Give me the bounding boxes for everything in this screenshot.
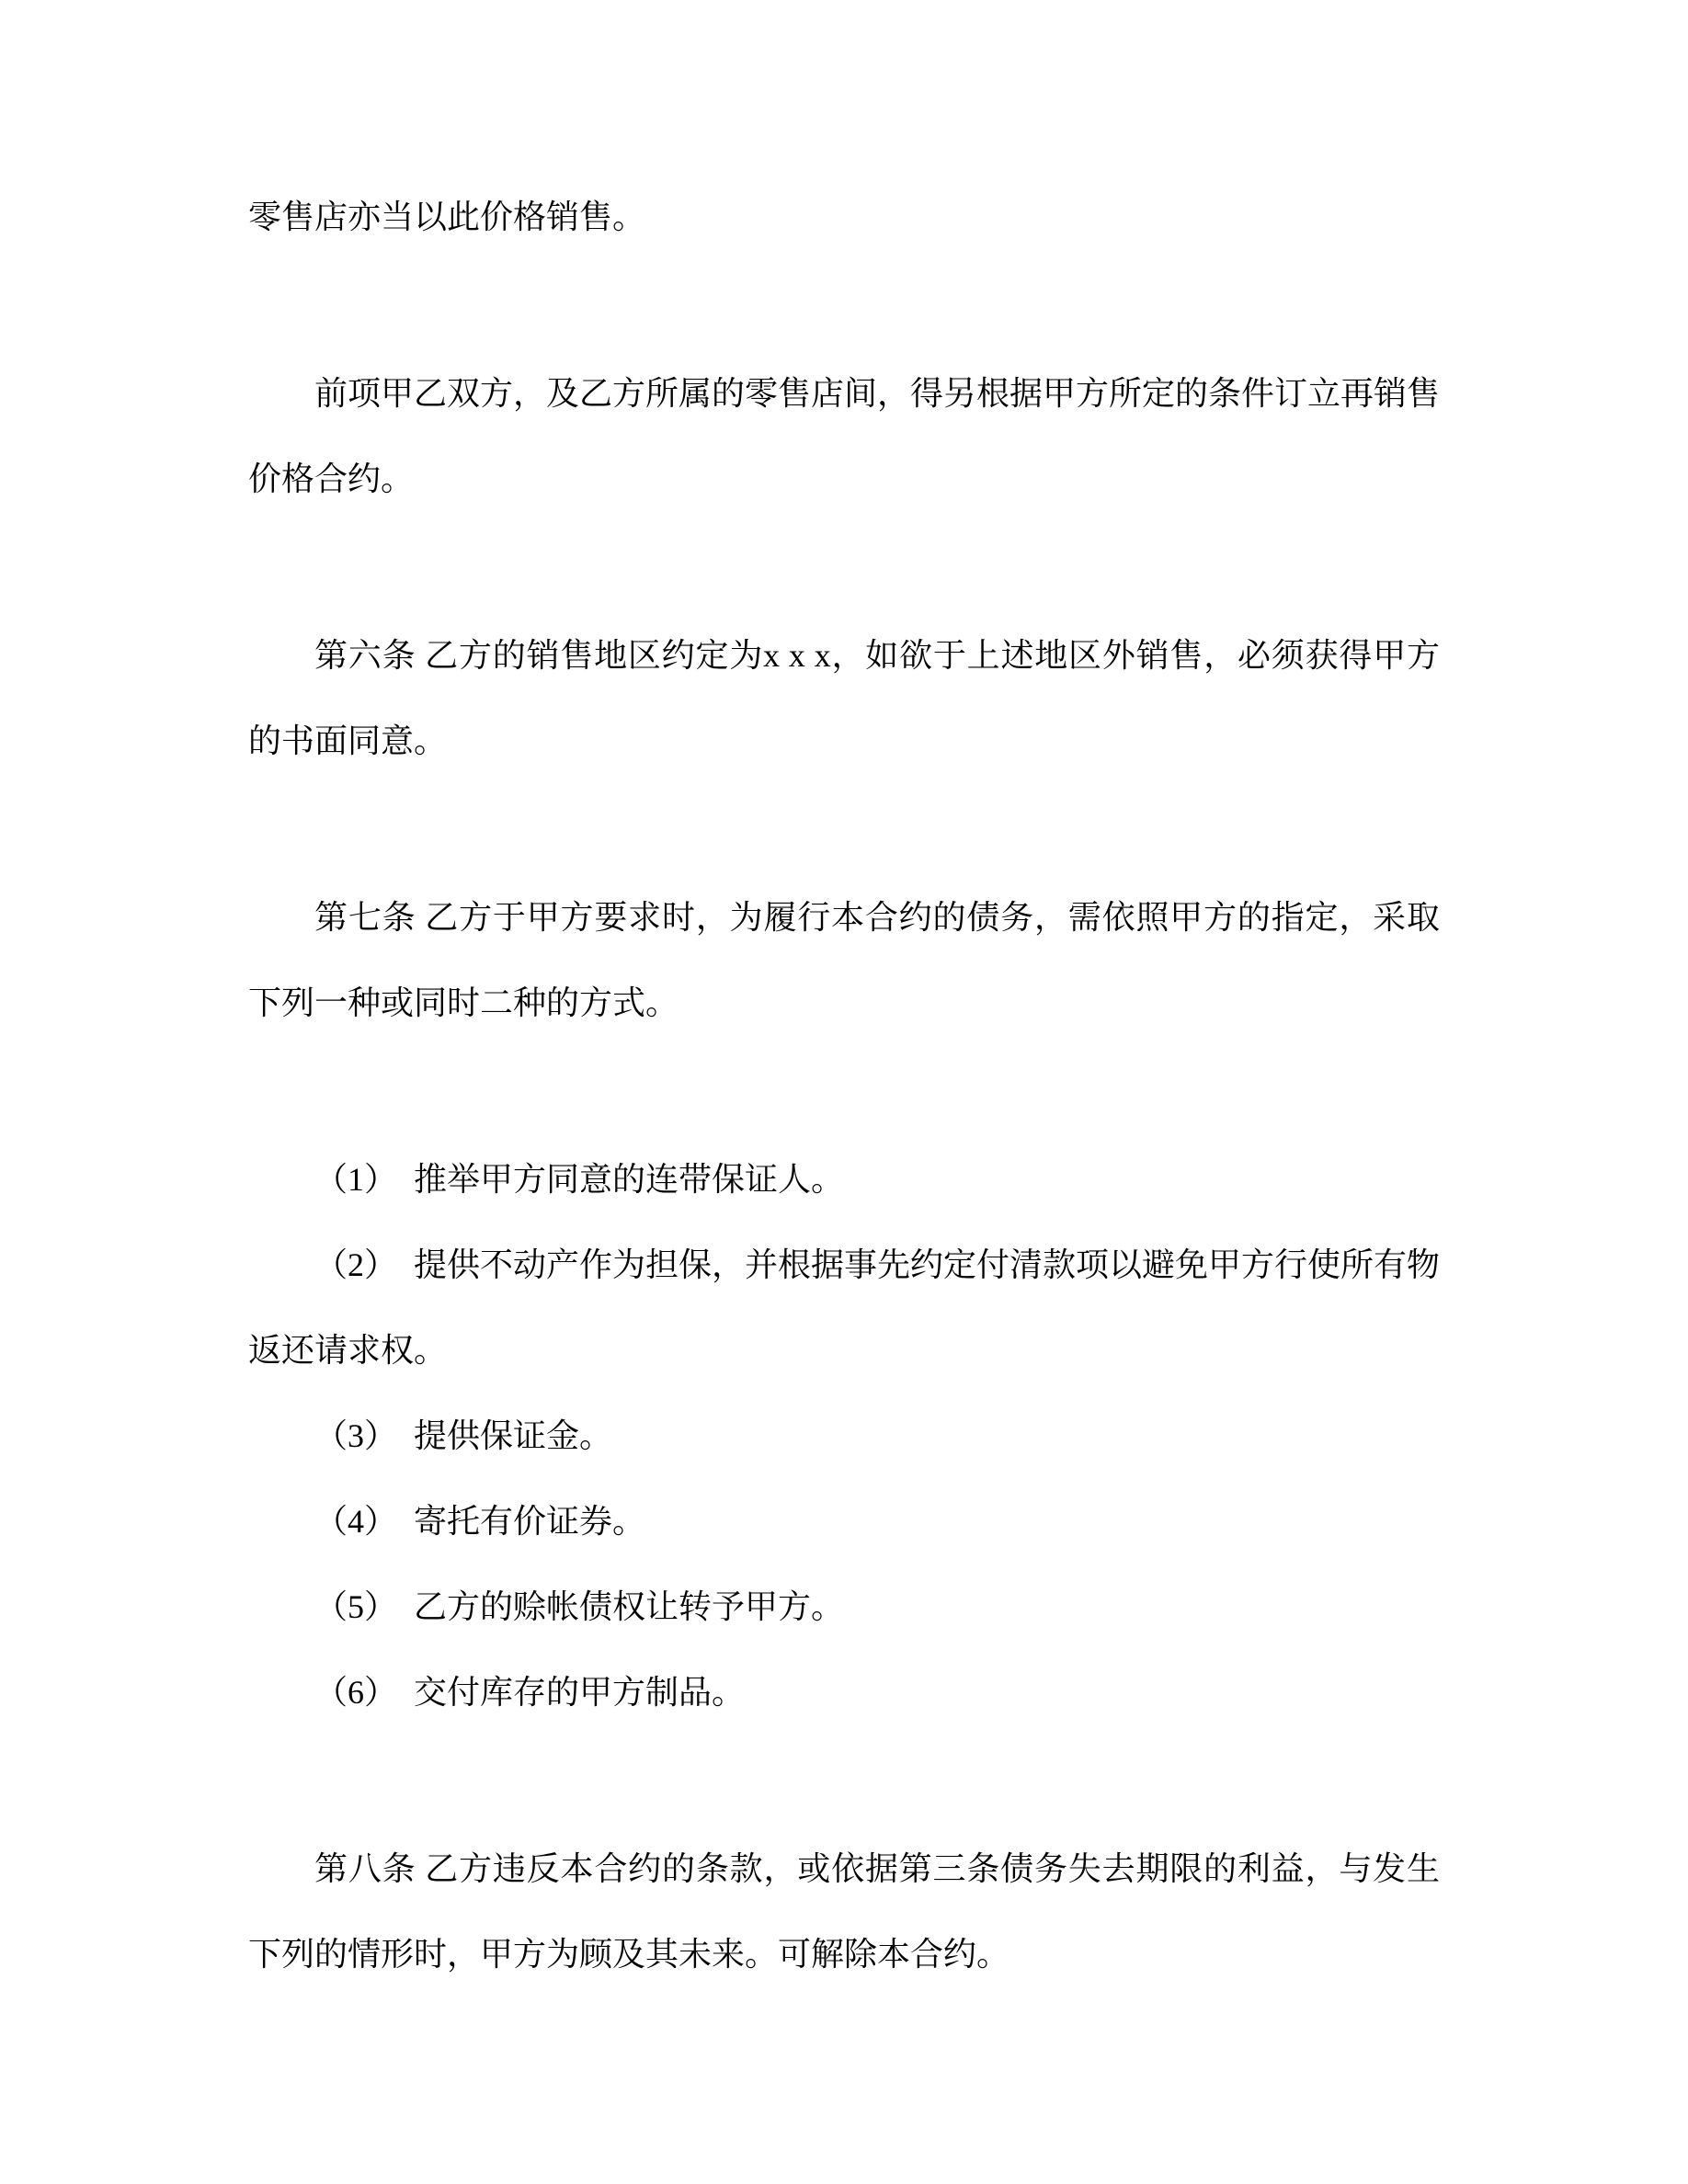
list-item-6: （6） 交付库存的甲方制品。 bbox=[314, 1674, 746, 1711]
list-item-3: （3） 提供保证金。 bbox=[314, 1417, 613, 1454]
list-item-4: （4） 寄托有价证券。 bbox=[314, 1503, 646, 1540]
paragraph-retail-price-continuation: 零售店亦当以此价格销售。 bbox=[248, 199, 646, 235]
paragraph-resale-price-agreement: 前项甲乙双方，及乙方所属的零售店间，得另根据甲方所定的条件订立再销售价格合约。 bbox=[248, 375, 1441, 497]
document-page bbox=[248, 175, 1440, 1997]
list-item-1: （1） 推举甲方同意的连带保证人。 bbox=[314, 1161, 845, 1198]
paragraph-clause-6: 第六条 乙方的销售地区约定为x x x，如欲于上述地区外销售，必须获得甲方的书面同意。 bbox=[248, 637, 1440, 759]
list-item-2: （2） 提供不动产作为担保，并根据事先约定付清款项以避免甲方行使所有物返还请求权。 bbox=[248, 1246, 1441, 1369]
paragraph-clause-8: 第八条 乙方违反本合约的条款，或依据第三条债务失去期限的利益，与发生下列的情形时，甲方为顾及其未来。可解除本合约。 bbox=[248, 1850, 1440, 1973]
paragraph-clause-7: 第七条 乙方于甲方要求时，为履行本合约的债务，需依照甲方的指定，采取下列一种或同时二种的方式。 bbox=[248, 899, 1440, 1021]
list-item-5: （5） 乙方的赊帐债权让转予甲方。 bbox=[314, 1588, 845, 1625]
